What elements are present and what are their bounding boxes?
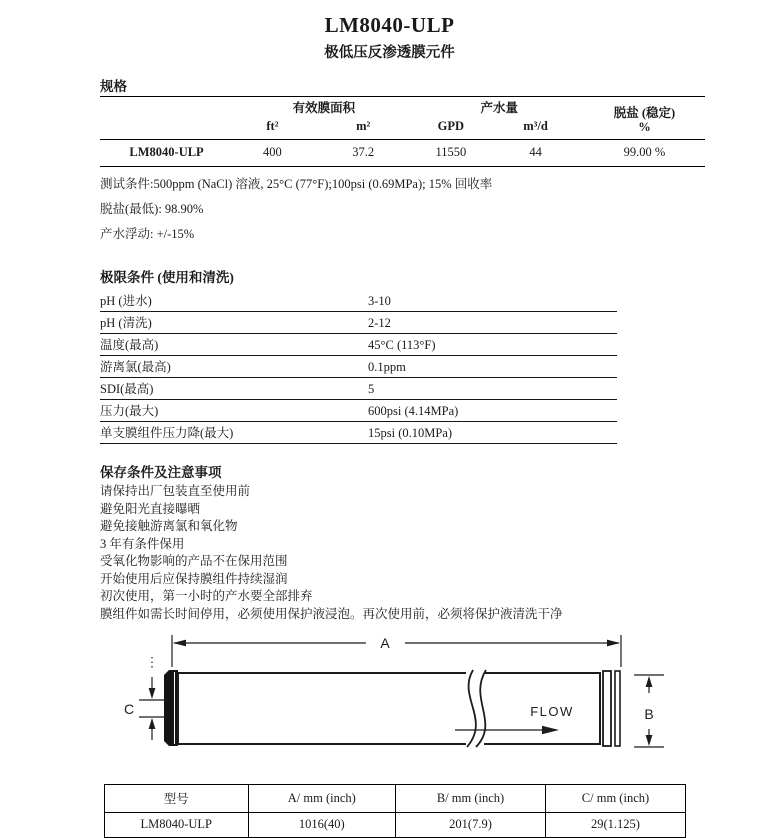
specs-data-row <box>100 140 705 167</box>
storage-item: 受氧化物影响的产品不在保用范围 <box>100 554 288 568</box>
limit-label: 温度(最高) <box>100 338 159 352</box>
storage-heading: 保存条件及注意事项 <box>100 465 222 480</box>
page-title: LM8040-ULP <box>324 13 455 37</box>
limits-heading: 极限条件 (使用和清洗) <box>100 270 234 285</box>
dim-a-arrow-right <box>607 640 620 647</box>
dims-header-model: 型号 <box>105 785 249 813</box>
flow-tolerance-note: 产水浮动: +/-15% <box>100 227 195 241</box>
storage-item: 膜组件如需长时间停用，必须使用保护液浸泡。再次使用前，必须将保护液清洗干净 <box>100 606 563 621</box>
limit-row-ph-cleaning <box>100 312 617 334</box>
spec-area-ft2: 400 <box>233 140 312 167</box>
rejection-header-unit: % <box>638 120 651 134</box>
limit-value: 600psi (4.14MPa) <box>368 404 459 418</box>
specs-empty-cell <box>100 116 233 140</box>
limit-label: SDI(最高) <box>100 382 154 396</box>
membrane-area-group-header: 有效膜面积 <box>292 101 356 115</box>
rejection-header-label: 脱盐 (稳定) <box>613 106 676 120</box>
dim-b-label: B <box>644 706 654 722</box>
storage-item: 避免接触游离氯和氧化物 <box>100 519 238 533</box>
dims-model: LM8040-ULP <box>105 813 249 838</box>
limit-row-free-chlorine <box>100 356 617 378</box>
flow-rate-group-header: 产水量 <box>480 101 519 115</box>
limits-table <box>100 290 617 444</box>
storage-item: 请保持出厂包装直至使用前 <box>100 484 251 498</box>
min-rejection-note: 脱盐(最低): 98.90% <box>100 202 204 216</box>
dim-c-label: C <box>123 701 135 717</box>
specs-corner-cell <box>100 97 233 117</box>
dimensions-data-row <box>105 813 686 838</box>
limit-value: 2-12 <box>368 316 391 330</box>
dims-c: 29(1.125) <box>545 813 685 838</box>
limit-value: 3-10 <box>368 294 391 308</box>
flow-label: FLOW <box>530 704 574 719</box>
storage-item: 避免阳光直接曝晒 <box>100 501 201 516</box>
specs-table <box>100 96 705 167</box>
limit-value: 45°C (113°F) <box>368 338 436 352</box>
dims-header-b: B/ mm (inch) <box>396 785 546 813</box>
brine-seal-cap <box>164 670 178 746</box>
limit-value: 15psi (0.10MPa) <box>368 426 453 440</box>
dim-a-label: A <box>380 635 390 651</box>
dim-a-arrow-left <box>173 640 186 647</box>
storage-item: 初次使用，第一小时的产水要全部排弃 <box>100 589 313 603</box>
limit-label: 压力(最大) <box>100 404 159 418</box>
dim-b-arrow-top <box>646 676 653 687</box>
limit-row-max-pressure <box>100 400 617 422</box>
spec-model: LM8040-ULP <box>100 140 233 167</box>
unit-m3d: m³/d <box>523 119 548 133</box>
dim-b-arrow-bottom <box>646 735 653 746</box>
unit-m2: m² <box>356 119 371 133</box>
dims-header-a: A/ mm (inch) <box>248 785 396 813</box>
limit-row-ph-feed <box>100 290 617 312</box>
storage-item: 3 年有条件保用 <box>100 536 185 551</box>
page-subtitle: 极低压反渗透膜元件 <box>324 45 455 61</box>
spec-area-m2: 37.2 <box>312 140 415 167</box>
limit-row-max-sdi <box>100 378 617 400</box>
unit-gpd: GPD <box>437 119 465 133</box>
doc-content <box>100 75 779 838</box>
spec-flow-m3d: 44 <box>487 140 584 167</box>
spec-notes <box>100 176 779 242</box>
limit-value: 5 <box>368 382 375 396</box>
limit-value: 0.1ppm <box>368 360 406 374</box>
storage-item: 开始使用后应保持膜组件持续湿润 <box>100 571 288 586</box>
doc-header <box>0 0 779 62</box>
spec-flow-gpd: 11550 <box>415 140 488 167</box>
end-ring-outer <box>615 671 620 746</box>
dimensions-header-row <box>105 785 686 813</box>
dims-b: 201(7.9) <box>396 813 546 838</box>
element-diagram <box>115 629 779 779</box>
limit-label: 游离氯(最高) <box>100 360 171 374</box>
dims-a: 1016(40) <box>248 813 396 838</box>
dim-c-arrow-bottom <box>149 718 156 729</box>
limit-row-max-pressure-drop <box>100 422 617 444</box>
spec-rejection: 99.00 % <box>584 140 705 167</box>
limit-label: pH (进水) <box>100 294 152 308</box>
dim-c-arrow-top <box>149 688 156 699</box>
specs-group-header-row <box>100 97 705 117</box>
membrane-element-drawing <box>115 629 695 779</box>
dimensions-table <box>104 784 686 838</box>
specs-heading: 规格 <box>100 79 127 94</box>
test-conditions-note: 测试条件:500ppm (NaCl) 溶液, 25°C (77°F);100psi (0.69MPa); 15% 回收率 <box>100 177 493 191</box>
limit-label: pH (清洗) <box>100 316 152 330</box>
end-ring-inner <box>603 671 611 746</box>
limit-label: 单支膜组件压力降(最大) <box>100 426 234 440</box>
limit-row-max-temperature <box>100 334 617 356</box>
storage-list <box>100 483 779 623</box>
rejection-group-header <box>584 97 705 140</box>
unit-ft2: ft² <box>266 119 279 133</box>
dims-header-c: C/ mm (inch) <box>545 785 685 813</box>
